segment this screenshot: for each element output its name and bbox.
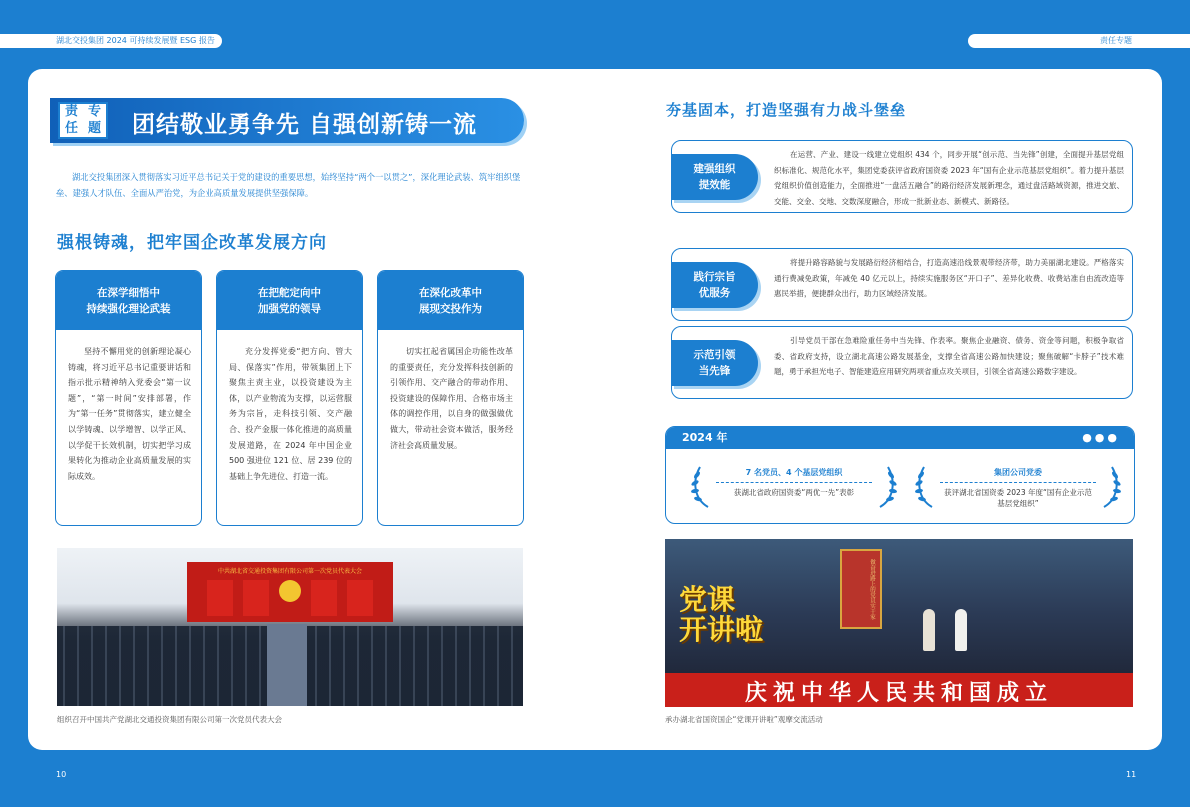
content-card [28,69,1162,750]
pillar-title: 在深化改革中 展现交投作为 [378,271,523,330]
congress-photo [57,548,523,706]
award-title: 集团公司党委 [940,467,1096,483]
award-item [908,457,1128,517]
laurel-right-icon [874,463,900,509]
event-logo-text: 党课 开讲啦 [679,583,764,646]
laurel-left-icon [688,463,714,509]
stage-backdrop [187,562,393,622]
red-flag [207,580,233,616]
section-tag: 责任专题 [968,34,1190,48]
badge-char: 责 [64,104,78,119]
award-item [684,457,904,517]
stage-banner-text: 中共湖北省交通投资集团有限公司第一次党员代表大会 [217,568,362,575]
measure-row [671,326,1133,399]
pillar-card [216,270,363,526]
speaker [923,609,935,651]
more-dots-icon: ●●● [1082,431,1120,444]
party-emblem-icon [279,580,301,602]
pennant-banner [840,549,882,629]
banner-title: 团结敬业勇争先 自强创新铸一流 [132,112,478,138]
left-photo-caption: 组织召开中国共产党湖北交通投资集团有限公司第一次党员代表大会 [57,715,282,724]
red-flag [243,580,269,616]
pillar-title: 在把舵定向中 加强党的领导 [217,271,362,330]
right-section-title: 夯基固本，打造坚强有力战斗堡垒 [666,101,907,119]
year-highlights [665,426,1135,524]
year-label: 2024 年 [682,431,728,444]
laurel-right-icon [1098,463,1124,509]
pillar-body: 充分发挥党委“把方向、管大局、保落实”作用，带领集团上下聚焦主责主业，以投资建设为主体，以产业物流为支撑，以运营服务为宗旨，走科技引领、交产融合、投产金服一体化推进的高质量发展道路，在 2024 年中国企业 500 强进位 121 位、居 239 位的基础上争先进位、打造一流。 [229,347,352,481]
laurel-left-icon [912,463,938,509]
measure-text: 引导党员干部在急难险重任务中当先锋、作表率。聚焦企业融资、债务、资金等问题，积极争取省委、省政府支持，设立湖北高速公路发展基金，支撑全省高速公路加快建设；聚焦破解“卡脖子”技术难题，勇于承担光电子、智能建造应用研究两项省重点攻关项目，引领全省高速公路数字建设。 [774,336,1124,377]
page-number-left: 10 [56,770,67,779]
left-section-title: 强根铸魂，把牢国企改革发展方向 [57,233,327,253]
badge-char: 任 [64,120,78,136]
measure-label: 建强组织 提效能 [671,154,758,200]
measure-text: 将提升路容路貌与发展路衍经济相结合，打造高速沿线景观带经济带，助力美丽湖北建设。严格落实通行费减免政策，年减免 40 亿元以上，持续实施服务区“开口子”、差异化收费、收费站准自由流改造等惠民举措，便捷群众出行，助力区域经济发展。 [774,258,1124,299]
measure-row [671,140,1133,213]
award-title: 7 名党员、4 个基层党组织 [716,467,872,483]
award-desc: 获评湖北省国资委 2023 年度“国有企业示范基层党组织” [944,488,1092,508]
page-number-right: 11 [1126,770,1137,779]
celebration-banner [665,673,1133,707]
right-photo-caption: 承办湖北省国资国企“党课开讲啦”观摩交流活动 [665,715,823,724]
pillar-title: 在深学细悟中 持续强化理论武装 [56,271,201,330]
topic-banner [50,98,524,143]
red-flag [347,580,373,616]
measure-label: 示范引领 当先锋 [671,340,758,386]
lecture-event-photo [665,539,1133,707]
award-desc: 获湖北省政府国资委“两优一先”表彰 [733,488,855,497]
badge-char: 专 [87,104,101,119]
measure-label: 践行宗旨 优服务 [671,262,758,308]
speaker [955,609,967,651]
pennant-text: 做奋进路上的党员实干家 [869,558,875,620]
year-header [666,427,1134,449]
topic-badge [58,102,108,139]
pillar-card [377,270,524,526]
pillar-body: 切实扛起省属国企功能性改革的重要责任，充分发挥科技创新的引领作用、交产融合的带动作用、投资建设的保障作用、合格市场主体的调控作用，以自身的做强做优做大，带动社会资本做活，服务经济社会高质量发展。 [390,347,513,450]
pillar-card [55,270,202,526]
badge-char: 题 [87,120,101,136]
intro-paragraph: 湖北交投集团深入贯彻落实习近平总书记关于党的建设的重要思想，始终坚持“两个一以贯之”，深化理论武装、筑牢组织堡垒、建强人才队伍、全面从严治党，为企业高质量发展提供坚强保障。 [56,172,521,198]
measure-text: 在运营、产业、建设一线建立党组织 434 个，同步开展“创示范、当先锋”创建，全面提升基层党组织标准化、规范化水平，集团党委获评省政府国资委 2023 年“国有企业示范基层党组织”。着力提升基层党组织价值创造能力，全面推进“一盘活五融合”的路衍经济发展新理念，通过盘活路域资源，推进交旅、交能、交金、交地、交数深度融合，形成一批新业态、新模式、新路径。 [774,150,1124,206]
pillar-body: 坚持不懈用党的创新理论凝心铸魂，将习近平总书记重要讲话和指示批示精神纳入党委会“第一议题”，“第一时间”安排部署，作为“第一任务”贯彻落实，建立健全以学铸魂、以学增智、以学正风、以学促干长效机制，切实把学习成果转化为推动企业高质量发展的实际成效。 [68,347,191,481]
measure-row [671,248,1133,321]
red-flag [311,580,337,616]
report-title-tag: 湖北交投集团 2024 可持续发展暨 ESG 报告 [0,34,222,48]
aisle [267,624,307,706]
celebration-banner-text: 庆祝中华人民共和国成立 [745,680,1054,706]
